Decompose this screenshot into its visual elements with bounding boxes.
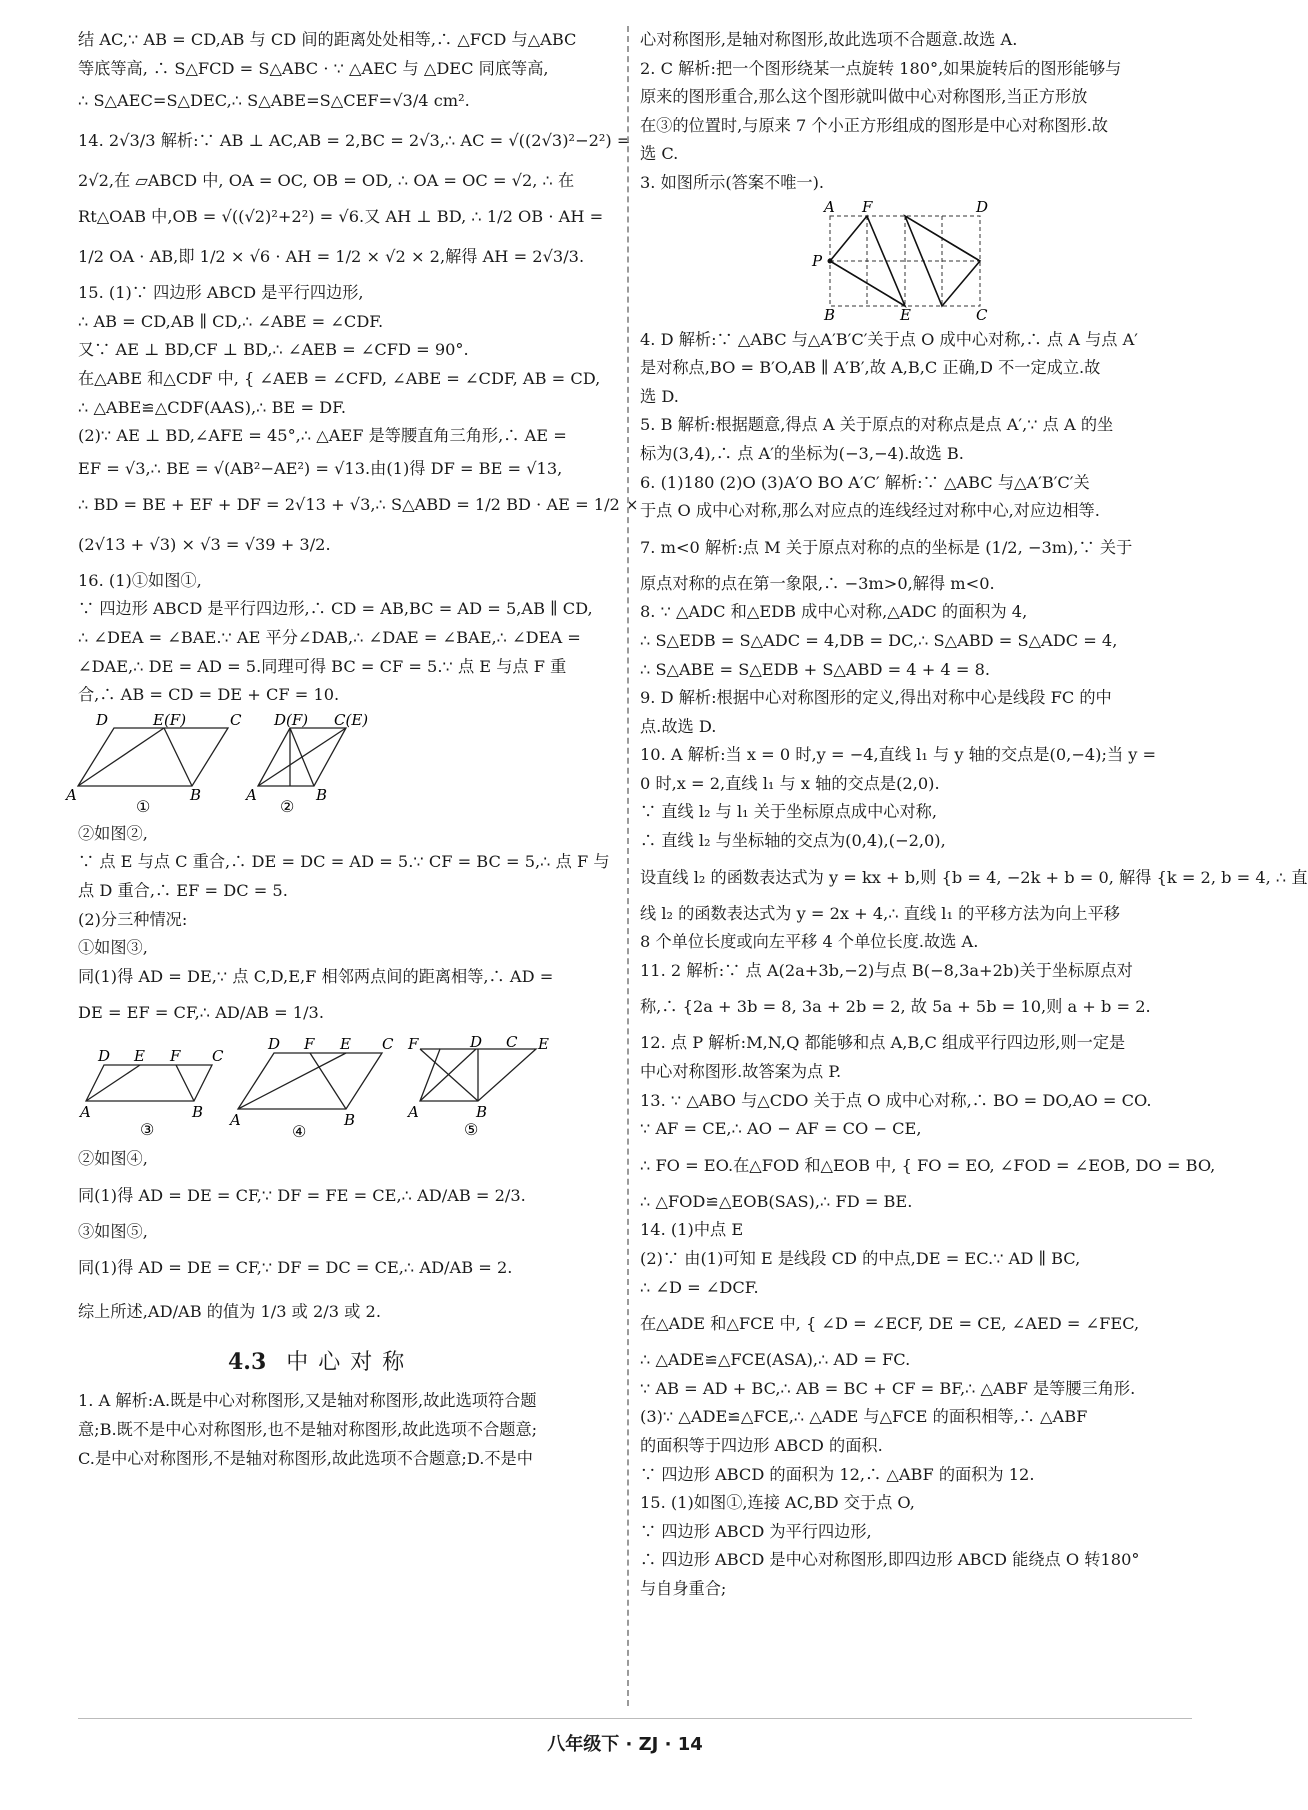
text-line: ②如图④, — [78, 1149, 148, 1169]
text-line: ∠DAE,∴ DE = AD = 5.同理可得 BC = CF = 5.∵ 点 E 与点 F 重 — [78, 656, 567, 676]
fig3-label-C: C — [212, 1047, 224, 1066]
text-line: 14. (1)中点 E — [640, 1220, 744, 1240]
text-line: (3)∵ △ADE≌△FCE,∴ △ADE 与△FCE 的面积相等,∴ △ABF — [640, 1407, 1088, 1427]
text-line: 5. B 解析:根据题意,得点 A 关于原点的对称点是点 A′,∵ 点 A 的坐 — [640, 415, 1114, 435]
text-line: ∵ 四边形 ABCD 为平行四边形, — [640, 1521, 872, 1541]
text-line: 12. 点 P 解析:M,N,Q 都能够和点 A,B,C 组成平行四边形,则一定是 — [640, 1033, 1126, 1053]
text-line: 11. 2 解析:∵ 点 A(2a+3b,−2)与点 B(−8,3a+2b)关于坐标原点对 — [640, 960, 1133, 980]
q3-label-P: P — [812, 251, 823, 270]
fig5-label-A: A — [408, 1103, 419, 1122]
page-footer: 八年级下 · ZJ · 14 — [547, 1734, 703, 1755]
text-line: 选 C. — [640, 144, 679, 164]
footer-rule — [78, 1718, 1192, 1719]
text-line: ∵ 四边形 ABCD 的面积为 12,∴ △ABF 的面积为 12. — [640, 1464, 1035, 1484]
text-line: 3. 如图所示(答案不唯一). — [640, 172, 825, 192]
right-column — [640, 26, 1308, 1604]
text-line: ∴ ∠DEA = ∠BAE.∵ AE 平分∠DAB,∴ ∠DAE = ∠BAE,∴ ∠DEA = — [78, 627, 581, 647]
text-line: EF = √3,∴ BE = √(AB²−AE²) = √13.由(1)得 DF = BE = √13, — [78, 458, 563, 478]
text-line: 线 l₂ 的函数表达式为 y = 2x + 4,∴ 直线 l₁ 的平移方法为向上平移 — [640, 903, 1120, 923]
fig4-label-C: C — [382, 1035, 394, 1054]
q3-label-B: B — [824, 305, 836, 324]
text-line: ③如图⑤, — [78, 1221, 148, 1241]
left-column — [66, 26, 639, 1473]
text-line: ∴ △ABE≌△CDF(AAS),∴ BE = DF. — [78, 397, 346, 417]
text-line: 的面积等于四边形 ABCD 的面积. — [640, 1435, 883, 1455]
text-line: ∴ AB = CD,AB ∥ CD,∴ ∠ABE = ∠CDF. — [78, 311, 384, 331]
text-line: 0 时,x = 2,直线 l₁ 与 x 轴的交点是(2,0). — [640, 773, 940, 793]
text-line: 10. A 解析:当 x = 0 时,y = −4,直线 l₁ 与 y 轴的交点是(0,−4);当 y = — [640, 745, 1157, 765]
text-line: ∴ S△ABE = S△EDB + S△ABD = 4 + 4 = 8. — [640, 659, 991, 679]
text-line: ∵ 点 E 与点 C 重合,∴ DE = DC = AD = 5.∵ CF = BC = 5,∴ 点 F 与 — [78, 852, 610, 872]
fig5-label-D: D — [470, 1033, 483, 1052]
text-line: 等底等高, ∴ S△FCD = S△ABC · ∵ △AEC 与 △DEC 同底等高, — [78, 58, 549, 78]
text-line: 1/2 OA · AB,即 1/2 × √6 · AH = 1/2 × √2 × 2,解得 AH = 2√3/3. — [78, 247, 585, 267]
fig5-caption: ⑤ — [464, 1120, 479, 1140]
text-line: ∴ FO = EO.在△FOD 和△EOB 中, { FO = EO, ∠FOD = ∠EOB, DO = BO, — [640, 1155, 1216, 1175]
text-line: ②如图②, — [78, 823, 148, 843]
q3-label-E: E — [900, 305, 911, 324]
fig4-label-A: A — [230, 1111, 241, 1130]
figure-q3-answer — [640, 197, 1192, 324]
section-number: 4.3 — [228, 1349, 267, 1376]
text-line: 8 个单位长度或向左平移 4 个单位长度.故选 A. — [640, 932, 979, 952]
fig4-caption: ④ — [292, 1122, 307, 1142]
text-line: 标为(3,4),∴ 点 A′的坐标为(−3,−4).故选 B. — [640, 443, 964, 463]
fig4-label-F: F — [304, 1035, 315, 1054]
fig1-label-D: D — [96, 710, 109, 729]
fig1-label-C: C — [230, 710, 242, 729]
fig5-label-C: C — [506, 1033, 518, 1052]
fig5-label-E: E — [538, 1035, 549, 1054]
text-line: 设直线 l₂ 的函数表达式为 y = kx + b,则 {b = 4, −2k + b = 0, 解得 {k = 2, b = 4, ∴ 直 — [640, 867, 1308, 887]
text-line: 15. (1)∵ 四边形 ABCD 是平行四边形, — [78, 283, 364, 303]
text-line: (2)∵ AE ⊥ BD,∠AFE = 45°,∴ △AEF 是等腰直角三角形,∴ AE = — [78, 426, 567, 446]
text-line: (2√13 + √3) × √3 = √39 + 3/2. — [78, 534, 331, 554]
text-line: C.是中心对称图形,不是轴对称图形,故此选项不合题意;D.不是中 — [78, 1448, 533, 1468]
text-line: 7. m<0 解析:点 M 关于原点对称的点的坐标是 (1/2, −3m),∵ 关于 — [640, 537, 1133, 557]
text-line: ∴ 直线 l₂ 与坐标轴的交点为(0,4),(−2,0), — [640, 831, 946, 851]
column-divider — [627, 26, 629, 1706]
text-line: 意;B.既不是中心对称图形,也不是轴对称图形,故此选项不合题意; — [78, 1420, 538, 1440]
fig2-caption: ② — [280, 796, 295, 816]
text-line: 同(1)得 AD = DE = CF,∵ DF = DC = CE,∴ AD/AB = 2. — [78, 1258, 513, 1278]
text-line: ∴ S△AEC=S△DEC,∴ S△ABE=S△CEF=√3/4 cm². — [78, 91, 470, 111]
q3-label-A: A — [824, 197, 835, 216]
text-line: 心对称图形,是轴对称图形,故此选项不合题意.故选 A. — [640, 30, 1018, 49]
text-line: 9. D 解析:根据中心对称图形的定义,得出对称中心是线段 FC 的中 — [640, 688, 1112, 708]
section-heading — [78, 1342, 618, 1383]
fig3-label-A: A — [80, 1103, 91, 1122]
text-line: 又∵ AE ⊥ BD,CF ⊥ BD,∴ ∠AEB = ∠CFD = 90°. — [78, 340, 469, 360]
text-line: 8. ∵ △ADC 和△EDB 成中心对称,△ADC 的面积为 4, — [640, 602, 1028, 622]
text-line: 2. C 解析:把一个图形绕某一点旋转 180°,如果旋转后的图形能够与 — [640, 58, 1122, 78]
text-line: 原点对称的点在第一象限,∴ −3m>0,解得 m<0. — [640, 573, 995, 593]
text-line: ∵ AF = CE,∴ AO − AF = CO − CE, — [640, 1119, 922, 1139]
text-line: ∴ BD = BE + EF + DF = 2√13 + √3,∴ S△ABD = 1/2 BD · AE = 1/2 × — [78, 494, 639, 514]
text-line: 2√2,在 ▱ABCD 中, OA = OC, OB = OD, ∴ OA = OC = √2, ∴ 在 — [78, 171, 575, 191]
text-line: 在△ABE 和△CDF 中, { ∠AEB = ∠CFD, ∠ABE = ∠CDF, AB = CD, — [78, 368, 601, 388]
text-line: 14. 2√3/3 解析:∵ AB ⊥ AC,AB = 2,BC = 2√3,∴ AC = √((2√3)²−2²) = — [78, 131, 631, 151]
fig4-label-E: E — [340, 1035, 351, 1054]
text-line: 原来的图形重合,那么这个图形就叫做中心对称图形,当正方形放 — [640, 87, 1088, 107]
fig1-label-EF: E(F) — [153, 710, 187, 729]
text-line: 在△ADE 和△FCE 中, { ∠D = ∠ECF, DE = CE, ∠AED = ∠FEC, — [640, 1314, 1140, 1334]
text-line: ∴ 四边形 ABCD 是中心对称图形,即四边形 ABCD 能绕点 O 转180° — [640, 1550, 1140, 1570]
fig3-label-B: B — [192, 1103, 204, 1122]
fig2-label-DF: D(F) — [274, 710, 309, 729]
fig3-label-D: D — [98, 1047, 111, 1066]
fig2-label-B: B — [316, 785, 328, 804]
text-line: ①如图③, — [78, 938, 148, 958]
text-line: 4. D 解析:∵ △ABC 与△A′B′C′关于点 O 成中心对称,∴ 点 A 与点 A′ — [640, 329, 1138, 349]
text-line: 16. (1)①如图①, — [78, 570, 202, 590]
text-line: 选 D. — [640, 386, 679, 406]
text-line: 称,∴ {2a + 3b = 8, 3a + 2b = 2, 故 5a + 5b = 10,则 a + b = 2. — [640, 997, 1151, 1017]
fig5-label-F: F — [408, 1035, 419, 1054]
text-line: 15. (1)如图①,连接 AC,BD 交于点 O, — [640, 1493, 915, 1513]
text-line: 与自身重合; — [640, 1578, 727, 1598]
text-line: 同(1)得 AD = DE,∵ 点 C,D,E,F 相邻两点间的距离相等,∴ AD = — [78, 966, 554, 986]
text-line: 6. (1)180 (2)O (3)A′O BO A′C′ 解析:∵ △ABC 与△A′B′C′关 — [640, 472, 1090, 492]
section-title: 中心对称 — [286, 1350, 415, 1376]
fig1-label-A: A — [66, 785, 77, 804]
fig3-caption: ③ — [140, 1120, 155, 1140]
text-line: 于点 O 成中心对称,那么对应点的连线经过对称中心,对应边相等. — [640, 501, 1100, 521]
fig4-label-D: D — [268, 1035, 281, 1054]
text-line: 合,∴ AB = CD = DE + CF = 10. — [78, 685, 340, 705]
fig1-caption: ① — [136, 796, 151, 816]
fig1-label-B: B — [190, 785, 202, 804]
text-line: ∴ ∠D = ∠DCF. — [640, 1277, 759, 1297]
dashed-grid — [830, 216, 980, 306]
figure-4 — [238, 1053, 382, 1109]
text-line: 点 D 重合,∴ EF = DC = 5. — [78, 880, 288, 900]
fig5-label-B: B — [476, 1103, 488, 1122]
text-line: (2)分三种情况: — [78, 909, 188, 929]
q3-label-F: F — [862, 197, 873, 216]
figure-5 — [420, 1049, 536, 1101]
text-line: 综上所述,AD/AB 的值为 1/3 或 2/3 或 2. — [78, 1302, 381, 1322]
fig2-label-A: A — [246, 785, 257, 804]
text-line: 是对称点,BO = B′O,AB ∥ A′B′,故 A,B,C 正确,D 不一定成立.故 — [640, 358, 1101, 378]
text-line: Rt△OAB 中,OB = √((√2)²+2²) = √6.又 AH ⊥ BD, ∴ 1/2 OB · AH = — [78, 207, 604, 227]
q3-label-C: C — [976, 305, 988, 324]
figure-3 — [86, 1065, 212, 1101]
figure-1 — [78, 728, 228, 786]
text-line: ∴ △FOD≌△EOB(SAS),∴ FD = BE. — [640, 1191, 913, 1211]
text-line: ∴ S△EDB = S△ADC = 4,DB = DC,∴ S△ABD = S△ADC = 4, — [640, 630, 1118, 650]
text-line: 13. ∵ △ABO 与△CDO 关于点 O 成中心对称,∴ BO = DO,AO = CO. — [640, 1090, 1152, 1110]
fig2-label-CE: C(E) — [334, 710, 369, 729]
text-line: ∵ AB = AD + BC,∴ AB = BC + CF = BF,∴ △ABF 是等腰三角形. — [640, 1378, 1136, 1398]
figure-2 — [258, 728, 346, 786]
text-line: DE = EF = CF,∴ AD/AB = 1/3. — [78, 1003, 324, 1023]
q3-label-D: D — [976, 197, 989, 216]
text-line: 中心对称图形.故答案为点 P. — [640, 1062, 842, 1082]
text-line: 在③的位置时,与原来 7 个小正方形组成的图形是中心对称图形.故 — [640, 115, 1108, 135]
text-line: 1. A 解析:A.既是中心对称图形,又是轴对称图形,故此选项符合题 — [78, 1391, 537, 1411]
text-line: (2)∵ 由(1)可知 E 是线段 CD 的中点,DE = EC.∵ AD ∥ BC, — [640, 1249, 1081, 1268]
fig4-label-B: B — [344, 1111, 356, 1130]
text-line: 点.故选 D. — [640, 716, 717, 736]
text-line: ∵ 直线 l₂ 与 l₁ 关于坐标原点成中心对称, — [640, 802, 938, 822]
figure-1-2 — [66, 710, 408, 816]
fig3-label-F: F — [170, 1047, 181, 1066]
text-line: 结 AC,∵ AB = CD,AB 与 CD 间的距离处处相等,∴ △FCD 与△ABC — [78, 30, 577, 49]
text-line: ∴ △ADE≌△FCE(ASA),∴ AD = FC. — [640, 1350, 911, 1370]
text-line: 同(1)得 AD = DE = CF,∵ DF = FE = CE,∴ AD/AB = 2/3. — [78, 1185, 526, 1205]
text-line: ∵ 四边形 ABCD 是平行四边形,∴ CD = AB,BC = AD = 5,AB ∥ CD, — [78, 599, 593, 619]
fig3-label-E: E — [134, 1047, 145, 1066]
figure-3-4-5 — [78, 1033, 598, 1142]
